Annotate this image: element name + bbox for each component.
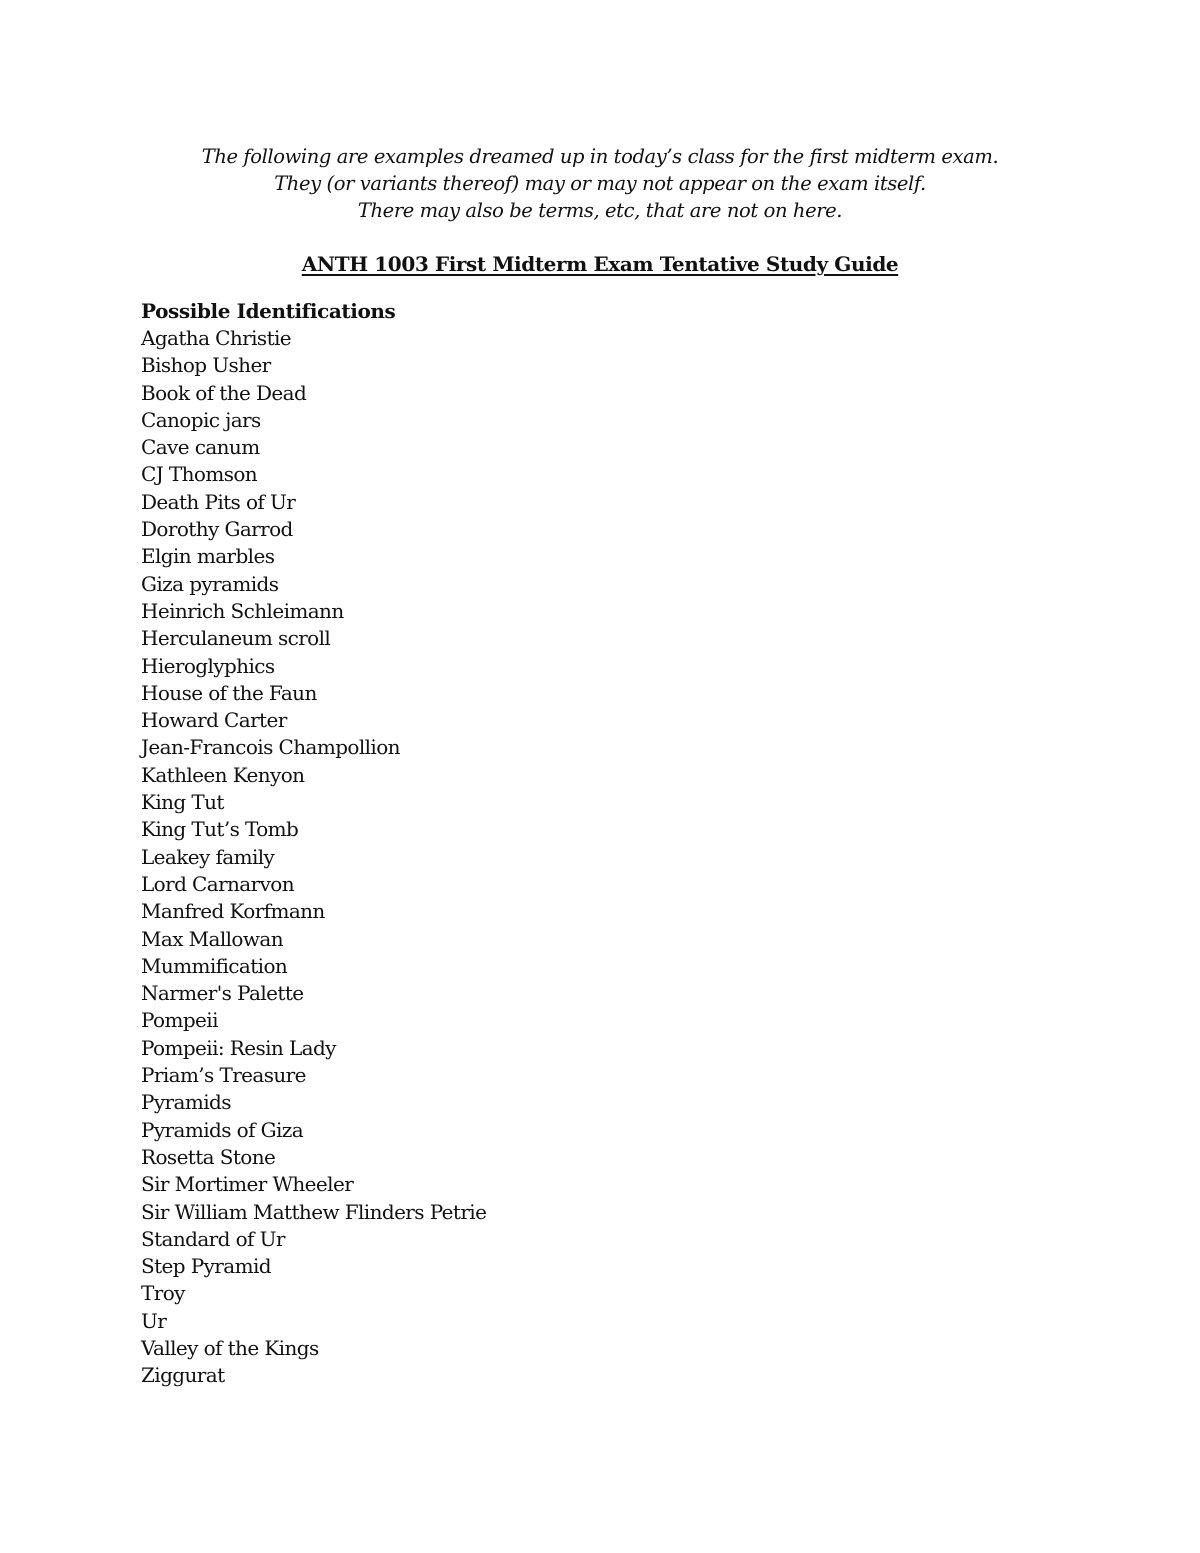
list-item: Manfred Korfmann xyxy=(141,899,325,924)
list-item: House of the Faun xyxy=(141,680,317,705)
list-item: Pompeii: Resin Lady xyxy=(141,1035,336,1060)
list-item: Pyramids of Giza xyxy=(141,1117,304,1142)
list-item: Death Pits of Ur xyxy=(141,489,296,514)
list-item: King Tut xyxy=(141,790,224,815)
list-item: Cave canum xyxy=(141,435,260,460)
list-item: Canopic jars xyxy=(141,407,261,432)
list-item: Lord Carnarvon xyxy=(141,871,295,896)
list-item: Sir William Matthew Flinders Petrie xyxy=(141,1199,487,1224)
intro-note xyxy=(0,143,1200,224)
identifications-section xyxy=(141,297,841,1390)
section-heading: Possible Identifications xyxy=(141,299,396,323)
list-item: Herculaneum scroll xyxy=(141,626,331,651)
list-item: Ur xyxy=(141,1308,167,1333)
list-item: Agatha Christie xyxy=(141,326,292,350)
list-item: Book of the Dead xyxy=(141,380,307,405)
list-item: Priam’s Treasure xyxy=(141,1063,306,1088)
list-item: Valley of the Kings xyxy=(141,1335,319,1360)
intro-line: The following are examples dreamed up in today’s class for the first midterm exam. xyxy=(201,145,999,168)
list-item: Dorothy Garrod xyxy=(141,517,293,542)
list-item: Mummification xyxy=(141,953,288,978)
list-item: CJ Thomson xyxy=(141,462,258,487)
list-item: Howard Carter xyxy=(141,708,287,733)
identifications-list xyxy=(141,325,841,1390)
list-item: Step Pyramid xyxy=(141,1254,271,1279)
list-item: Elgin marbles xyxy=(141,544,275,569)
list-item: Pompeii xyxy=(141,1008,218,1033)
list-item: Heinrich Schleimann xyxy=(141,598,344,623)
list-item: Pyramids xyxy=(141,1090,231,1115)
list-item: Jean-Francois Champollion xyxy=(141,735,400,760)
list-item: Bishop Usher xyxy=(141,353,271,378)
list-item: Troy xyxy=(141,1281,185,1306)
list-item: Sir Mortimer Wheeler xyxy=(141,1172,354,1197)
list-item: Rosetta Stone xyxy=(141,1144,276,1169)
list-item: Standard of Ur xyxy=(141,1226,285,1251)
list-item: King Tut’s Tomb xyxy=(141,817,299,842)
intro-line: There may also be terms, etc, that are not on here. xyxy=(357,199,843,222)
list-item: Hieroglyphics xyxy=(141,653,275,678)
list-item: Max Mallowan xyxy=(141,926,283,951)
list-item: Ziggurat xyxy=(141,1363,225,1388)
list-item: Narmer's Palette xyxy=(141,981,304,1006)
list-item: Giza pyramids xyxy=(141,571,279,596)
list-item: Leakey family xyxy=(141,844,275,869)
list-item: Kathleen Kenyon xyxy=(141,762,305,787)
document-title: ANTH 1003 First Midterm Exam Tentative Study Guide xyxy=(301,252,899,276)
intro-line: They (or variants thereof) may or may not appear on the exam itself. xyxy=(274,172,926,195)
